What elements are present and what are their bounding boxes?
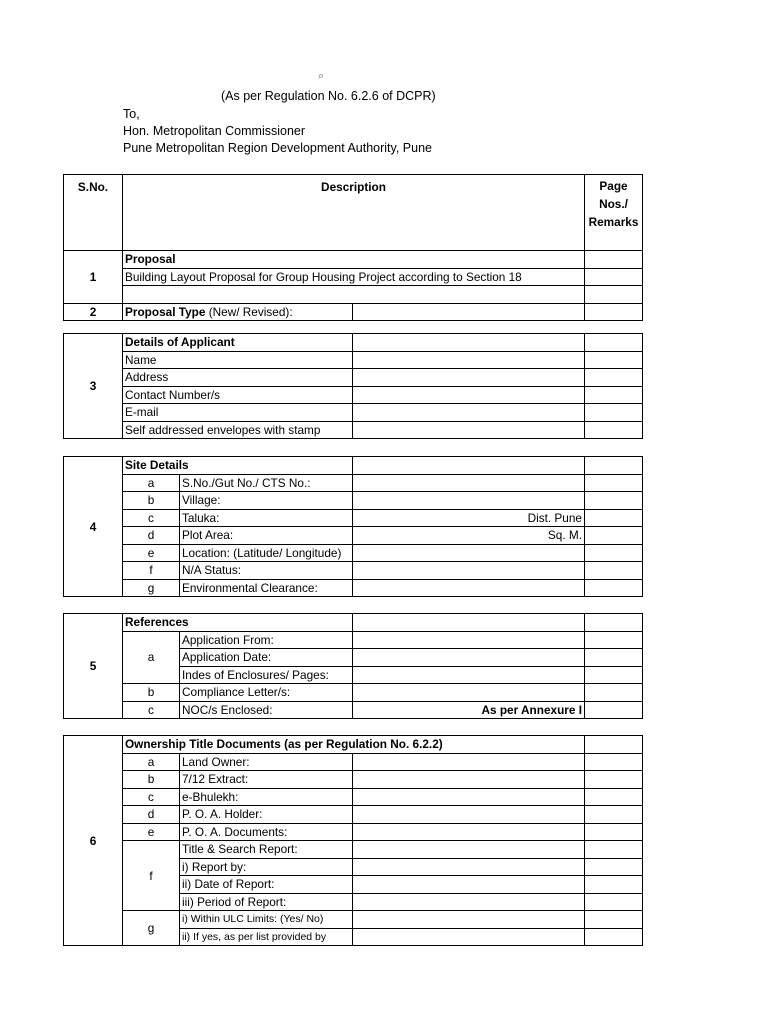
remarks-cell[interactable]	[585, 701, 643, 719]
value-cell[interactable]	[353, 404, 585, 422]
proposal-type-value[interactable]	[353, 303, 585, 321]
remarks-cell[interactable]	[585, 823, 643, 841]
value-cell[interactable]	[353, 684, 585, 702]
column-header-description: Description	[123, 175, 585, 251]
remarks-cell[interactable]	[585, 303, 643, 321]
page-nos-line-3: Remarks	[588, 215, 639, 229]
value-cell[interactable]	[353, 771, 585, 789]
value-cell[interactable]	[353, 579, 585, 597]
field-label: Title & Search Report:	[180, 841, 353, 859]
value-cell[interactable]	[353, 649, 585, 667]
page-nos-line-1: Page	[599, 179, 628, 193]
item-letter: a	[123, 631, 180, 684]
field-label: P. O. A. Holder:	[180, 806, 353, 824]
remarks-cell[interactable]	[585, 771, 643, 789]
value-cell[interactable]	[353, 631, 585, 649]
section-title-references: References	[123, 614, 353, 632]
item-letter: c	[123, 509, 180, 527]
remarks-cell[interactable]	[585, 527, 643, 545]
value-cell[interactable]	[353, 666, 585, 684]
page-nos-line-2: Nos./	[599, 197, 628, 211]
remarks-cell[interactable]	[585, 788, 643, 806]
regulation-reference: (As per Regulation No. 6.2.6 of DCPR)	[221, 89, 436, 103]
value-cell[interactable]	[353, 788, 585, 806]
remarks-cell[interactable]	[585, 684, 643, 702]
section-title-site: Site Details	[123, 457, 353, 475]
value-cell[interactable]	[353, 544, 585, 562]
field-label: Indes of Enclosures/ Pages:	[180, 666, 353, 684]
item-letter: c	[123, 701, 180, 719]
field-label: i) Within ULC Limits: (Yes/ No)	[180, 911, 353, 929]
form-table-applicant	[63, 333, 643, 439]
section-number: 2	[64, 303, 123, 321]
section-number: 6	[64, 736, 123, 946]
remarks-cell[interactable]	[585, 251, 643, 269]
section-number: 1	[64, 251, 123, 304]
item-letter: a	[123, 474, 180, 492]
remarks-cell[interactable]	[585, 369, 643, 387]
remarks-cell[interactable]	[585, 492, 643, 510]
remarks-cell[interactable]	[585, 893, 643, 911]
value-cell[interactable]	[353, 823, 585, 841]
value-cell[interactable]	[353, 457, 585, 475]
form-table-site	[63, 456, 643, 597]
proposal-type-options: (New/ Revised):	[205, 304, 293, 319]
item-letter: f	[123, 841, 180, 911]
value-cell[interactable]: Dist. Pune	[353, 509, 585, 527]
value-cell[interactable]: Sq. M.	[353, 527, 585, 545]
remarks-cell[interactable]	[585, 806, 643, 824]
item-letter: b	[123, 771, 180, 789]
section-title-applicant: Details of Applicant	[123, 334, 353, 352]
item-letter: d	[123, 527, 180, 545]
salutation: To,	[123, 107, 140, 121]
remarks-cell[interactable]	[585, 736, 643, 754]
cursor-icon: ⌕	[318, 70, 325, 82]
proposal-type-label	[123, 303, 353, 321]
form-table-ownership	[63, 735, 643, 946]
value-cell[interactable]	[353, 562, 585, 580]
remarks-cell[interactable]	[585, 579, 643, 597]
value-cell[interactable]	[353, 421, 585, 439]
blank-row	[123, 286, 585, 304]
remarks-cell[interactable]	[585, 858, 643, 876]
remarks-cell[interactable]	[585, 911, 643, 929]
form-table-main	[63, 174, 643, 321]
item-letter: f	[123, 562, 180, 580]
section-title-proposal: Proposal	[123, 251, 585, 269]
section-number: 5	[64, 614, 123, 719]
remarks-cell[interactable]	[585, 421, 643, 439]
column-header-sno: S.No.	[64, 175, 123, 251]
value-cell[interactable]	[353, 386, 585, 404]
value-cell[interactable]	[353, 614, 585, 632]
item-letter: c	[123, 788, 180, 806]
remarks-cell[interactable]	[585, 614, 643, 632]
item-letter: b	[123, 684, 180, 702]
item-letter: e	[123, 823, 180, 841]
value-cell[interactable]	[353, 893, 585, 911]
field-label: iii) Period of Report:	[180, 893, 353, 911]
remarks-cell[interactable]	[585, 753, 643, 771]
field-label: Plot Area:	[180, 527, 353, 545]
remarks-cell[interactable]	[585, 268, 643, 286]
value-cell[interactable]	[353, 474, 585, 492]
value-cell[interactable]	[353, 492, 585, 510]
field-label: Self addressed envelopes with stamp	[123, 421, 353, 439]
field-label: Land Owner:	[180, 753, 353, 771]
field-label: Location: (Latitude/ Longitude)	[180, 544, 353, 562]
remarks-cell[interactable]	[585, 631, 643, 649]
field-label: Address	[123, 369, 353, 387]
section-number: 3	[64, 334, 123, 439]
remarks-cell[interactable]	[585, 562, 643, 580]
value-cell[interactable]	[353, 911, 585, 929]
remarks-cell[interactable]	[585, 351, 643, 369]
field-label: N/A Status:	[180, 562, 353, 580]
field-label: E-mail	[123, 404, 353, 422]
addressee-title: Hon. Metropolitan Commissioner	[123, 124, 306, 138]
remarks-cell[interactable]	[585, 474, 643, 492]
item-letter: b	[123, 492, 180, 510]
remarks-cell[interactable]	[585, 841, 643, 859]
remarks-cell[interactable]	[585, 334, 643, 352]
field-label: ii) Date of Report:	[180, 876, 353, 894]
value-cell[interactable]	[353, 753, 585, 771]
field-label: 7/12 Extract:	[180, 771, 353, 789]
item-letter: e	[123, 544, 180, 562]
value-cell[interactable]	[353, 369, 585, 387]
field-label: Compliance Letter/s:	[180, 684, 353, 702]
value-cell[interactable]	[353, 858, 585, 876]
value-cell[interactable]	[353, 876, 585, 894]
field-label: Taluka:	[180, 509, 353, 527]
value-cell[interactable]	[353, 841, 585, 859]
field-label: P. O. A. Documents:	[180, 823, 353, 841]
annexure-reference: As per Annexure I	[353, 701, 585, 719]
field-label: Application Date:	[180, 649, 353, 667]
value-cell[interactable]	[353, 351, 585, 369]
remarks-cell[interactable]	[585, 457, 643, 475]
proposal-type-title: Proposal Type	[125, 304, 206, 319]
remarks-cell[interactable]	[585, 509, 643, 527]
field-label: ii) If yes, as per list provided by	[180, 928, 353, 946]
section-title-ownership: Ownership Title Documents (as per Regulation No. 6.2.2)	[123, 736, 585, 754]
item-letter: g	[123, 579, 180, 597]
field-label: e-Bhulekh:	[180, 788, 353, 806]
remarks-cell[interactable]	[585, 928, 643, 946]
remarks-cell[interactable]	[585, 286, 643, 304]
remarks-cell[interactable]	[585, 544, 643, 562]
field-label: NOC/s Enclosed:	[180, 701, 353, 719]
column-header-page-nos	[585, 175, 643, 251]
field-label: i) Report by:	[180, 858, 353, 876]
remarks-cell[interactable]	[585, 876, 643, 894]
proposal-description: Building Layout Proposal for Group Housing Project according to Section 18	[123, 268, 585, 286]
addressee-authority: Pune Metropolitan Region Development Authority, Pune	[123, 141, 432, 155]
item-letter: g	[123, 911, 180, 946]
remarks-cell[interactable]	[585, 386, 643, 404]
field-label: S.No./Gut No./ CTS No.:	[180, 474, 353, 492]
item-letter: d	[123, 806, 180, 824]
field-label: Village:	[180, 492, 353, 510]
remarks-cell[interactable]	[585, 404, 643, 422]
form-table-references	[63, 613, 643, 719]
remarks-cell[interactable]	[585, 649, 643, 667]
value-cell[interactable]	[353, 928, 585, 946]
field-label: Contact Number/s	[123, 386, 353, 404]
field-label: Name	[123, 351, 353, 369]
value-cell[interactable]	[353, 334, 585, 352]
field-label: Environmental Clearance:	[180, 579, 353, 597]
item-letter: a	[123, 753, 180, 771]
value-cell[interactable]	[353, 806, 585, 824]
section-number: 4	[64, 457, 123, 597]
remarks-cell[interactable]	[585, 666, 643, 684]
field-label: Application From:	[180, 631, 353, 649]
